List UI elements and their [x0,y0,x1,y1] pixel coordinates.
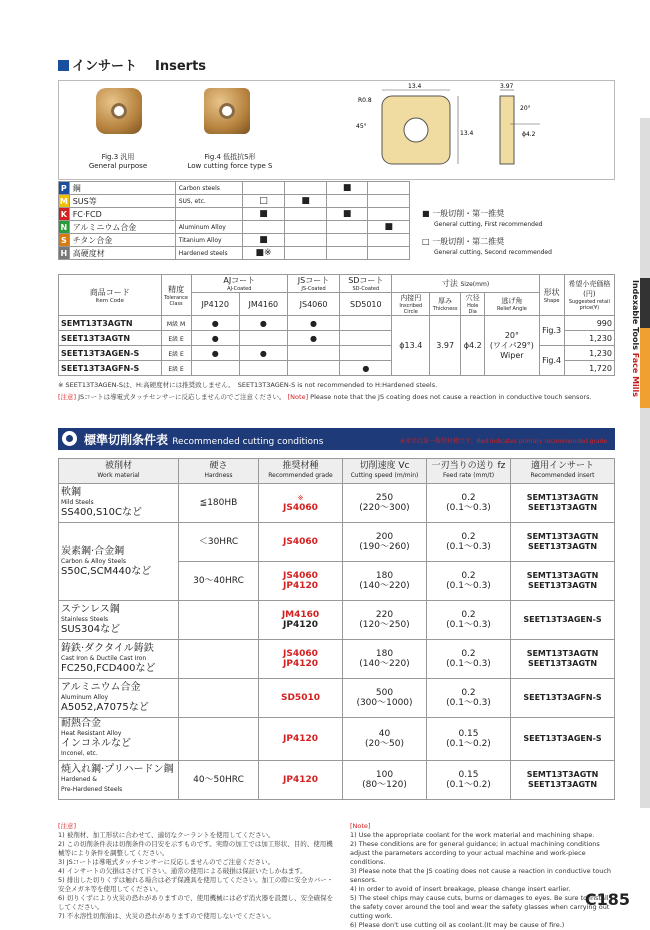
grade-mark [285,247,327,260]
material-letter: K [59,208,70,221]
grade-mark [368,247,410,260]
material-table [58,181,410,260]
availability-mark [340,346,392,361]
condition-row: 炭素鋼·合金鋼 Carbon & Alloy Steels S50C,SCM440など ＜30HRC JS4060 200 (190〜260) 0.2 (0.1〜0.3) SEMT13T3AGTN SEET13T3AGTN [59,523,615,562]
grade-mark [326,221,368,234]
grade-mark: ■ [368,221,410,234]
material-letter: H [60,248,68,258]
material-row: K FC·FCD ■ ■ [59,208,410,221]
material-row: H 高硬度材 Hardened steels ■※ [59,247,410,260]
side-tab-accent [640,328,650,408]
grade-mark [368,234,410,247]
availability-mark: ● [191,346,239,361]
grade-mark: ■ [242,208,285,221]
figure4-caption: Fig.4 低抵抗S形 Low cutting force type S [187,153,273,170]
grade-mark: ■ [326,182,368,195]
section-title-conditions: 標準切削条件表 Recommended cutting conditions ※赤字は第一推奨材種です。Red indicates primary recommended grade. [58,428,615,450]
grade-mark [368,195,410,208]
grade-mark [242,221,285,234]
grade-mark [285,221,327,234]
dim-angle: 45° [356,123,367,130]
side-tab-dark [640,278,650,328]
condition-row: 鋳鉄·ダクタイル鋳鉄 Cast Iron & Ductile Cast Iron FC250,FCD400など JS4060 JP4120 180 (140〜220) 0.2 (0.1〜0.3) SEMT13T3AGTN SEET13T3AGTN [59,640,615,679]
figure3-caption: Fig.3 汎用 General purpose [88,153,148,170]
insert-image-low-force [204,88,250,134]
grade-mark [326,247,368,260]
note-hardened: ※ SEET13T3AGEN-Sは、H:高硬度材には推奨致しません。 SEET13T3AGEN-S is not recommended to H:Hardened steels. [58,381,438,389]
availability-mark [340,316,392,331]
grade-mark: ■※ [242,247,285,260]
legend: ■ 一般切削・第一推奨 General cutting, First recommended □ 一般切削・第二推奨 General cutting, Second recommended [422,209,552,256]
dim-relief: 20° [520,105,531,112]
availability-mark [340,331,392,346]
grade-mark: ■ [242,234,285,247]
availability-mark [287,361,339,376]
side-tab-label[interactable]: Indexable Tools Face Mills [631,280,640,398]
availability-mark: ● [287,331,339,346]
section-title-inserts: インサート Inserts [58,55,206,74]
availability-mark [239,331,287,346]
dim-width: 13.4 [408,83,422,90]
item-row: SEET13T3AGTN E級 E ● ● 1,230 [59,331,615,346]
grade-mark [368,208,410,221]
item-row: SEET13T3AGFN-S E級 E ● 1,720 [59,361,615,376]
material-letter: S [59,234,70,247]
condition-row: アルミニウム合金 Aluminum Alloy A5052,A7075など SD5010 500 (300〜1000) 0.2 (0.1〜0.3) SEET13T3AGFN-S [59,679,615,718]
notes-japanese: [注意] 1) 被削材、加工形状に合わせて、適切なクーラントを使用してください。 2) この切削条件表は切削条件の目安を示すものです。実際の加工では加工形状、目的、使用機械等により条件を調整してください。 3) JSコートは導電式タッチセンサーに反応しませんのでご注意ください。 4) インサートの欠損はさけて下さい。通常の使用による破損は保証いたしかねます。 5) 排出した切りくずは触れる場合は必ず保護具を使用してください。加工の際に安全カバー・安全メガネ等を使用してください。 6) 切りくずにより火災の恐れがありますので、使用機械には必ず消火器を設置し、安全確保をしてください。 7) 不水溶性切削油は、火災の恐れがありますので使用しないでください。 [58,822,334,920]
price: 990 [564,316,614,331]
material-letter: M [59,196,68,206]
grade-mark: □ [242,195,285,208]
condition-row: 焼入れ鋼·プリハードン鋼 Hardened & Pre-Hardened Steels 40〜50HRC JP4120 100 (80〜120) 0.15 (0.1〜0.2) SEMT13T3AGTN SEET13T3AGTN [59,761,615,800]
condition-row: 耐熱合金 Heat Resistant Alloy インコネルなど Inconel, etc. JP4120 40 (20〜50) 0.15 (0.1〜0.2) SEET13T3AGEN-S [59,718,615,761]
circle-icon [62,431,77,446]
availability-mark: ● [340,361,392,376]
dim-hole: ϕ4.2 [522,131,536,138]
availability-mark: ● [287,316,339,331]
availability-mark: ● [239,316,287,331]
item-row: SEMT13T3AGTN M級 M ● ● ● ϕ13.4 3.97 ϕ4.2 20° (ワイパ29°) Wiper Fig.3 990 [59,316,615,331]
legend-open-icon: □ [422,237,430,246]
availability-mark [287,346,339,361]
insert-image-general [96,88,142,134]
note-js-coating: [注意] JSコートは導電式タッチセンサーに反応しませんのでご注意ください。 [Note] Please note that the JS coating does not cause a reaction in conductive touch sensors. [58,393,592,401]
material-letter: P [59,182,70,195]
price: 1,230 [564,346,614,361]
insert-dimension-drawing [340,80,580,180]
side-tab-bg2 [640,408,650,808]
material-letter: N [60,222,68,232]
grade-mark [285,208,327,221]
grade-mark [285,234,327,247]
price: 1,230 [564,331,614,346]
availability-mark: ● [191,331,239,346]
grade-mark [326,195,368,208]
material-row: N アルミニウム合金 Aluminum Alloy ■ [59,221,410,234]
cutting-conditions-table: 被削材 Work material 硬さ Hardness 推奨材種 Recommended grade 切削速度 Vc Cutting speed (m/min) 一刃当りの送り fz Feed rate (mm/t) 適用インサート Recommended insert 軟鋼 Mild Steels SS400,S10Cなど ≦180HB ※ JS4060 250 (220〜300) 0.2 (0.1〜0.3) SEMT13T3AGTN SEET13T3AGTN 炭素鋼·合金鋼 Carbon & Alloy Steels S50C,SCM440など ＜30HRC JS4060 200 (190〜260) 0.2 (0.1〜0.3) SEMT13T3AGTN SEET13T3AGTN 30〜40HRC JS4060 JP4120 180 (140〜220) 0.2 (0.1〜0.3) SEMT13T3AGTN SEET13T3AGTN ステンレス鋼 Stainless Steels SUS304など JM4160 JP4120 220 (120〜250) 0.2 (0.1〜0.3) SEET13T3AGEN-S 鋳鉄·ダクタイル鋳鉄 Cast Iron & Ductile Cast Iron FC250,FCD400など JS4060 JP4120 180 (140〜220) 0.2 (0.1〜0.3) SEMT13T3AGTN SEET13T3AGTN アルミニウム合金 Aluminum Alloy A5052,A7075など SD5010 500 (300〜1000) 0.2 (0.1〜0.3) SEET13T3AGFN-S 耐熱合金 Heat Resistant Alloy インコネルなど Inconel, etc. JP4120 40 (20〜50) 0.15 (0.1〜0.2) SEET13T3AGEN-S 焼入れ鋼·プリハードン鋼 Hardened & Pre-Hardened Steels 40〜50HRC JP4120 100 (80〜120) 0.15 (0.1〜0.2) SEMT13T3AGTN SEET13T3AGTN [58,458,615,800]
dim-height: 13.4 [460,130,474,137]
availability-mark [239,361,287,376]
side-tab-bg [640,118,650,278]
grade-mark [368,182,410,195]
material-row: P 鋼 Carbon steels ■ [59,182,410,195]
grade-mark [326,234,368,247]
page-number: C185 [584,890,630,909]
availability-mark: ● [239,346,287,361]
material-row: S チタン合金 Titanium Alloy ■ [59,234,410,247]
grade-mark: ■ [285,195,327,208]
notes-english: [Note] 1) Use the appropriate coolant for the work material and machining shape. 2) These conditions are for general guidance; in actual machining conditions adjust the parameters according to your actual machine and work-piece conditions. 3) Please note that the JS coating does not cause a reaction in conductive touch sensors. 4) In order to avoid of insert breakage, please change insert earlier. 5) The steel chips may cause cuts, burns or damages to eyes. Be sure to install the safety cover around the tool and wear the safety glasses when carrying out cutting work. 6) Please don't use cutting oil as coolant.(It may be cause of fire.) [350,822,612,929]
condition-row: 30〜40HRC JS4060 JP4120 180 (140〜220) 0.2 (0.1〜0.3) SEMT13T3AGTN SEET13T3AGTN [59,562,615,601]
dim-thickness: 3.97 [500,83,514,90]
grade-mark: ■ [326,208,368,221]
condition-row: 軟鋼 Mild Steels SS400,S10Cなど ≦180HB ※ JS4060 250 (220〜300) 0.2 (0.1〜0.3) SEMT13T3AGTN SEET13T3AGTN [59,484,615,523]
material-row: M SUS等 SUS, etc. □ ■ [59,195,410,208]
square-icon [58,60,69,71]
grade-mark [285,182,327,195]
availability-mark [191,361,239,376]
dim-radius: R0.8 [358,97,372,104]
availability-mark: ● [191,316,239,331]
item-row: SEET13T3AGEN-S E級 E ● ● Fig.4 1,230 [59,346,615,361]
grade-table: 商品コード Item Code 精度 Tolerance Class AJコート AJ-Coated JSコート JS-Coated SDコート SD-Coated 寸法 Size(mm) 形状 Shape 希望小売価格(円) Suggested retail price(¥) JP4120 JM4160 JS4060 SD5010 内接円 Inscribed Circle 厚み Thickness 穴径 Hole Dia 逃げ角 Relief Angle SEMT13T3AGTN M級 M ● ● ● ϕ13.4 3.97 ϕ4.2 20° (ワイパ29°) Wiper Fig.3 990 SEET13T3AGTN E級 E ● ● 1,230 SEET13T3AGEN-S E級 E ● ● Fig.4 1,230 SEET13T3AGFN-S E級 E ● 1,720 [58,274,615,376]
price: 1,720 [564,361,614,376]
condition-row: ステンレス鋼 Stainless Steels SUS304など JM4160 JP4120 220 (120〜250) 0.2 (0.1〜0.3) SEET13T3AGEN-S [59,601,615,640]
grade-mark [242,182,285,195]
legend-filled-icon: ■ [422,209,430,218]
